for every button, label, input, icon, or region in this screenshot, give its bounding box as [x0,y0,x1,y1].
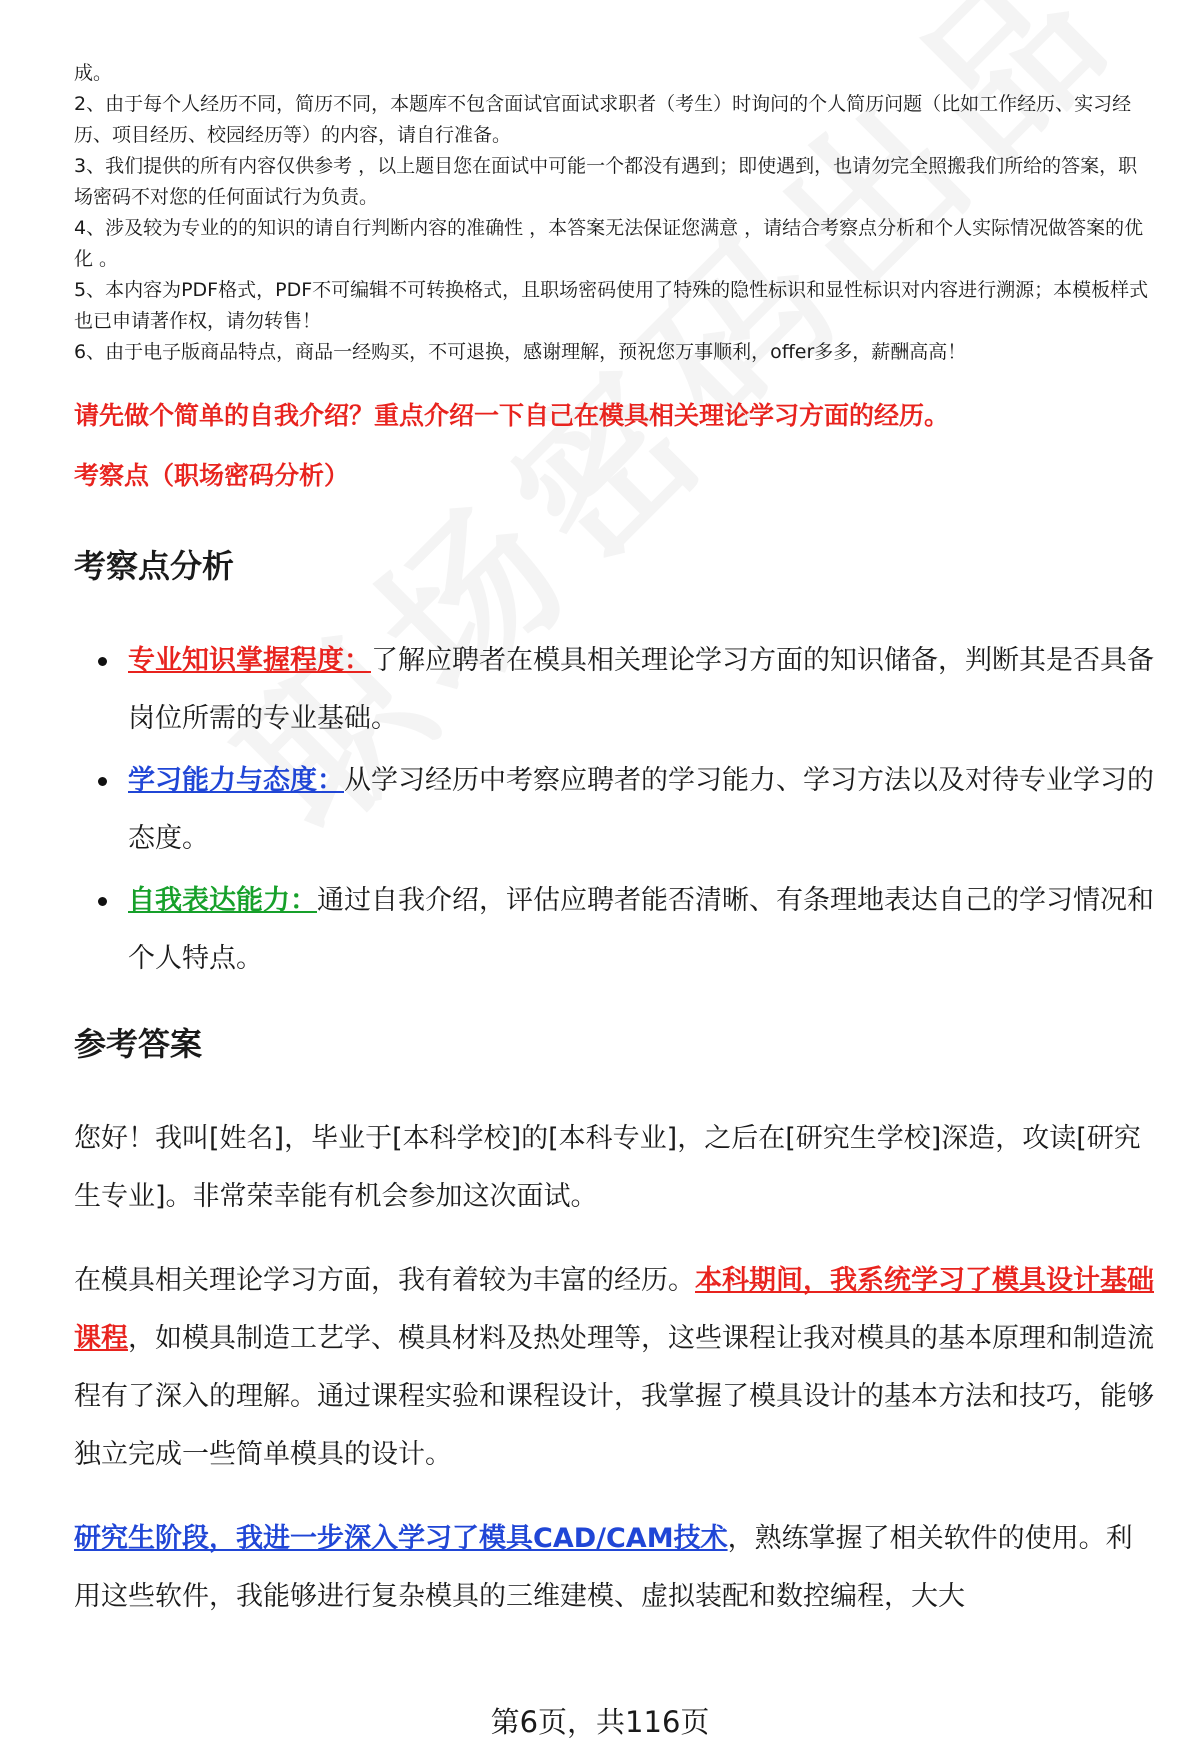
note-item: 5、本内容为PDF格式，PDF不可编辑不可转换格式，且职场密码使用了特殊的隐性标识和显性标识对内容进行溯源；本模板样式也已申请著作权，请勿转售！ [74,279,1149,332]
bullet-icon [98,777,107,786]
list-item [74,632,1154,748]
note-item: 2、由于每个人经历不同，简历不同，本题库不包含面试官面试求职者（考生）时询问的个人简历问题（比如工作经历、实习经历、项目经历、校园经历等）的内容，请自行准备。 [74,93,1132,146]
answer-paragraph: 您好！我叫[姓名]，毕业于[本科学校]的[本科专业]，之后在[研究生学校]深造，攻读[研究生专业]。非常荣幸能有机会参加这次面试。 [74,1123,1141,1212]
note-item: 成。 [74,62,113,84]
point-text: 了解应聘者在模具相关理论学习方面的知识储备，判断其是否具备岗位所需的专业基础。 [128,645,1154,734]
answer-paragraph [74,1252,1154,1484]
note-item: 3、我们提供的所有内容仅供参考 ，以上题目您在面试中可能一个都没有遇到；即使遇到，也请勿完全照搬我们所给的答案，职场密码不对您的任何面试行为负责。 [74,155,1138,208]
answer-paragraph [74,1510,1154,1626]
highlight-text: 本科期间，我系统学习了模具设计基础课程 [74,1265,1154,1354]
bullet-icon [98,897,107,906]
notes-list [74,58,1154,368]
question-title: 请先做个简单的自我介绍？重点介绍一下自己在模具相关理论学习方面的经历。 [74,401,950,430]
point-key: 自我表达能力： [128,885,317,916]
highlight-text: 研究生阶段，我进一步深入学习了模具CAD/CAM技术 [74,1523,728,1554]
document-page [74,58,1154,1626]
bullet-icon [98,657,107,666]
point-text: 通过自我介绍，评估应聘者能否清晰、有条理地表达自己的学习情况和个人特点。 [128,885,1154,974]
question-subtitle: 考察点（职场密码分析） [74,461,350,490]
analysis-points [74,632,1154,988]
page-number: 第6页，共116页 [490,1705,710,1739]
paragraph-text: ，如模具制造工艺学、模具材料及热处理等，这些课程让我对模具的基本原理和制造流程有了深入的理解。通过课程实验和课程设计，我掌握了模具设计的基本方法和技巧，能够独立完成一些简单模具的设计。 [74,1323,1154,1470]
point-key: 专业知识掌握程度： [128,645,371,676]
list-item [74,872,1154,988]
list-item [74,752,1154,868]
note-item: 6、由于电子版商品特点，商品一经购买，不可退换，感谢理解，预祝您万事顺利，offer多多，薪酬高高！ [74,341,967,363]
paragraph-text: ，熟练掌握了相关软件的使用。利用这些软件，我能够进行复杂模具的三维建模、虚拟装配和数控编程，大大 [74,1523,1133,1612]
answer-heading: 参考答案 [74,1025,203,1063]
point-key: 学习能力与态度： [128,765,344,796]
paragraph-text: 在模具相关理论学习方面，我有着较为丰富的经历。 [74,1265,695,1296]
note-item: 4、涉及较为专业的的知识的请自行判断内容的准确性 ，本答案无法保证您满意 ，请结合考察点分析和个人实际情况做答案的优化 。 [74,217,1144,270]
point-text: 从学习经历中考察应聘者的学习能力、学习方法以及对待专业学习的态度。 [128,765,1154,854]
analysis-heading: 考察点分析 [74,547,235,585]
